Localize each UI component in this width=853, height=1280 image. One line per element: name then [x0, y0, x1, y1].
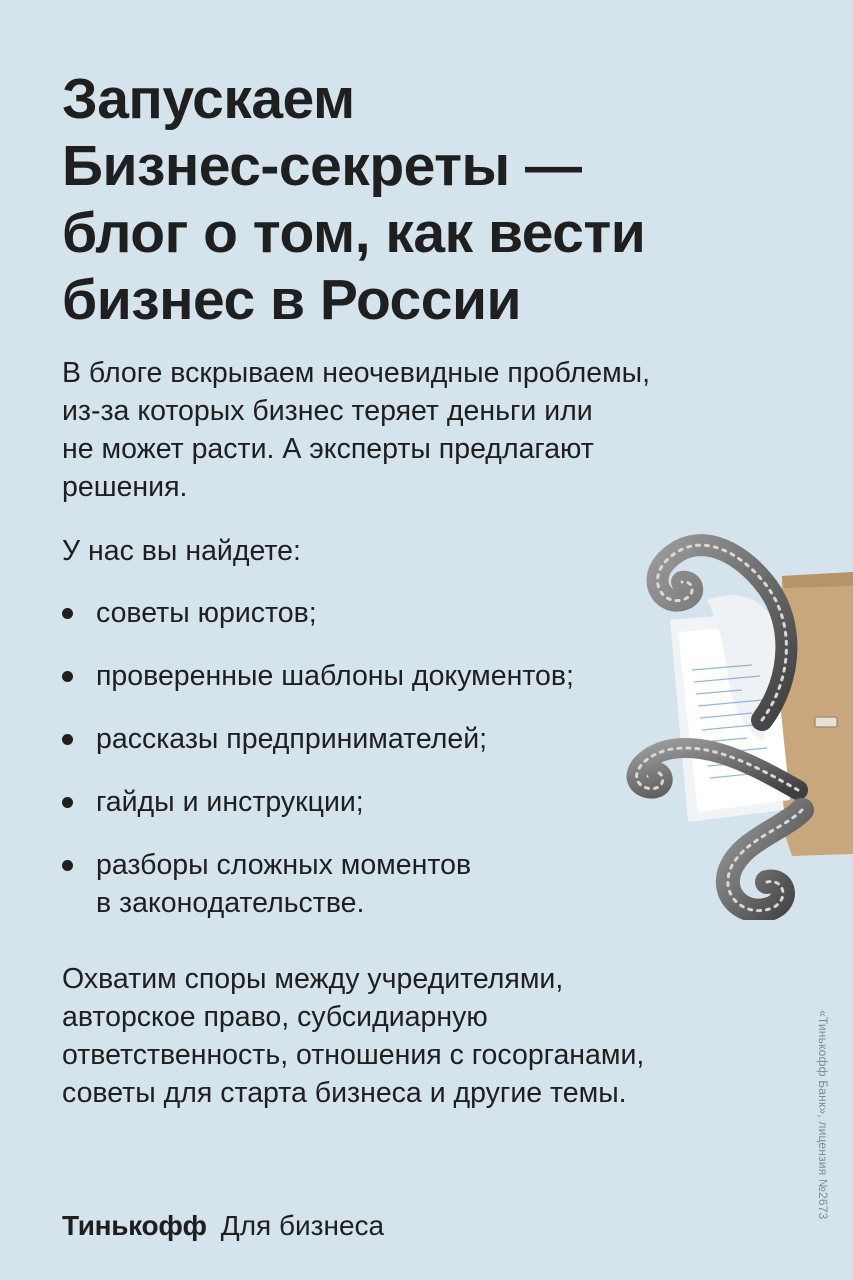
intro-line: В блоге вскрываем неочевидные проблемы, [62, 357, 651, 389]
intro-paragraph [62, 354, 762, 506]
list-item-text: рассказы предпринимателей; [96, 723, 488, 755]
brand-name: Тинькофф [62, 1210, 207, 1241]
title-line: Бизнес-секреты — [62, 134, 582, 198]
list-item-text: разборы сложных моментов [96, 849, 472, 881]
bullet-icon [62, 608, 73, 619]
intro-line: не может расти. А эксперты предлагают [62, 433, 594, 465]
footer-logo [62, 1210, 384, 1242]
features-list [62, 594, 574, 947]
brand-subtitle: Для бизнеса [220, 1210, 385, 1241]
topics-paragraph [62, 960, 644, 1112]
page-title [62, 66, 782, 334]
license-note: «Тинькофф Банк», лицензия №2673 [816, 1010, 830, 1220]
list-item [62, 783, 574, 821]
topics-line: советы для старта бизнеса и другие темы. [62, 1077, 627, 1109]
bullet-icon [62, 734, 73, 745]
octopus-folder-image [612, 520, 853, 920]
list-item [62, 846, 574, 922]
list-item-text: проверенные шаблоны документов; [96, 660, 574, 692]
title-line: Запускаем [62, 67, 355, 131]
list-item [62, 657, 574, 695]
topics-line: Охватим споры между учредителями, [62, 963, 564, 995]
title-line: блог о том, как вести [62, 201, 646, 265]
list-item-text: в законодательстве. [96, 887, 365, 919]
intro-line: из-за которых бизнес теряет деньги или [62, 395, 593, 427]
list-item [62, 720, 574, 758]
topics-line: авторское право, субсидиарную [62, 1001, 488, 1033]
intro-line: решения. [62, 471, 188, 503]
topics-line: ответственность, отношения с госорганами, [62, 1039, 645, 1071]
bullet-icon [62, 671, 73, 682]
bullet-icon [62, 797, 73, 808]
list-item [62, 594, 574, 632]
bullet-icon [62, 860, 73, 871]
list-item-text: советы юристов; [96, 597, 317, 629]
title-line: бизнес в России [62, 268, 522, 332]
list-item-text: гайды и инструкции; [96, 786, 364, 818]
features-lead: У нас вы найдете: [62, 535, 301, 567]
